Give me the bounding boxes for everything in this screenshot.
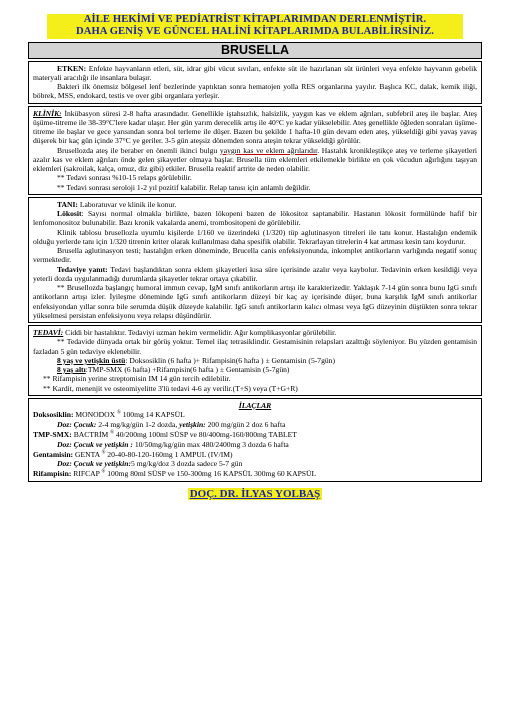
klinik-text-2b: . Hastalık kronikleştikçe ateş ve terleme şikayetleri azalır kas ve eklem ağrıları önde gelen şikayetler olmaya başlar. Brusella tüm eklemleri etkilemekle birlikte en çok vücudun ağırlığını taşıyan eklemleri (sakroilak, kalça, omuz, diz gibi) etkiler. Brusella reaktif artrite de neden olabilir. <box>33 145 478 174</box>
drug-rifampisin <box>33 469 477 479</box>
banner-line-1: AİLE HEKİMİ VE PEDİATRİST KİTAPLARIMDAN DERLENMİŞTİR. <box>47 14 463 26</box>
klinik-note-1: ** Tedavi sonrası %10-15 relaps görülebilir. <box>57 173 192 183</box>
etken-label: ETKEN: <box>57 63 87 73</box>
dose-gentamisin <box>33 459 477 469</box>
tani-intro <box>33 200 477 209</box>
dose-doksosiklin <box>33 420 477 430</box>
etken-section <box>28 61 482 104</box>
tedavi-paragraph-2: ** Tedavide dünyada ortak bir görüş yoktur. Temel ilaç tetrasiklindir. Gestamisinin relapsları azalttığı söyleniyor. Bu yüzden gentamisin fazladan 5 gün tedaviye eklenebilir. <box>33 337 477 356</box>
drug-gentamisin <box>33 450 477 460</box>
klinik-text-2-underlined: yaygın kas ve eklem ağrılarıdır <box>219 145 318 155</box>
dose-child-label: Doz: Çocuk: <box>57 419 97 429</box>
etken-paragraph-1 <box>33 64 477 83</box>
registered-mark: ® <box>101 449 106 455</box>
tedavi-regimen-adult <box>33 356 477 365</box>
page-title: BRUSELLA <box>28 42 482 59</box>
drug-tmp-smx <box>33 430 477 440</box>
dose-text: 5 mg/kg/doz 3 dozda sadece 5-7 gün <box>131 459 243 469</box>
tedavi-section <box>28 325 482 396</box>
regimen-child-label: 8 yaş altı <box>57 365 86 375</box>
tani-intro-text: Laboratuvar ve klinik ile konur. <box>77 199 177 209</box>
klinik-note-2: ** Tedavi sonrası seroloji 1-2 yıl pozitif kalabilir. Relap tanısı için anlamlı değildir. <box>57 182 311 192</box>
tedavi-intro <box>33 328 477 337</box>
doksosiklin-form: 100mg 14 KAPSÜL <box>120 410 185 420</box>
tedavi-note-2: ** Kardit, menenjit ve osteomiyelitte 3'lü tedavi 4-6 ay verilir.(T+S) veya (T+G+R) <box>43 383 298 393</box>
tani-section <box>28 197 482 323</box>
lokosit-text: : Sayısı normal olmakla birlikte, bazen lökopeni bazen de lökositoz saptanabilir. Hastanın lökosit formülünde hafif bir lenfomonositoz bulunabilir. Bazı kronik vakalarda anemi, trombositopeni de görülebilir. <box>33 209 477 228</box>
tedavi-regimen-child <box>33 365 477 374</box>
klinik-text-1: İnkübasyon süresi 2-8 hafta arasındadır. Genellikle iştahsızlık, halsizlik, yaygın kas ve eklem ağrıları, subfebril ateş ile başlar. Ateş üşüme-titreme ile 38-39°C'lere kadar ulaşır. Her gün yarım derecelik artış ile 40°C ye kadar yükselebilir. Ateş genellikle öğleden sonraları üşüme-titreme ile başlar ve gece yarısından sonra bol terleme ile düşer. Bazen bu şekilde 1 hafta-10 gün devam eden ateş, yükseldiği gibi yavaş yavaş düşerek bir kaç gün içinde 37°C ye geriler. 3-5 gün ateşsiz dönemden sonra ateşin tekrar yükseldiği görülür. <box>33 108 477 146</box>
gentamisin-brand: GENTA <box>73 449 102 459</box>
tani-paragraph-5: ** Brusellozda başlangıç humoral immun cevap, IgM sınıfı antikorların artışı ile karakterizedir. Yaklaşık 7-14 gün sonra bunu IgG sınıfı antikorların artışı izler. İyileşme döneminde IgG sınıfı antikorların düzeyi bir kaç ay içerisinde düşer, buna karşılık IgM sınıfı antikorlar enfeksiyondan yıllar sonra bile serumda düşük düzeyde kalabilir. IgG sınıfı antikorların kalıcı olması veya IgG düzeyinin düştükten sonra tekrar yükselmesi persistan enfeksiyonu veya relapsı düşündürür. <box>33 283 477 320</box>
tmp-smx-label: TMP-SMX: <box>33 429 72 439</box>
banner-line-2: DAHA GENİŞ VE GÜNCEL HALİNİ KİTAPLARIMDA BULABİLİRSİNİZ. <box>47 26 463 38</box>
dose-label: Doz: Çocuk ve yetişkin: <box>57 459 132 469</box>
gentamisin-form: 20-40-80-120-160mg 1 AMPUL (IV/IM) <box>105 449 233 459</box>
author-name: DOÇ. DR. İLYAS YOLBAŞ <box>189 488 321 501</box>
klinik-section <box>28 106 482 195</box>
klinik-paragraph-2 <box>33 146 477 174</box>
etken-text-1: Enfekte hayvanların etleri, süt, idrar gibi vücut sıvıları, enfekte süt ile hazırlanan süt ürünleri veya enfekte hayvanın gebelik materyali aracılığı ile insanlara bulaşır. <box>33 63 477 82</box>
top-banner <box>47 14 463 39</box>
tmp-smx-brand: BACTRİM <box>71 429 111 439</box>
drug-doksosiklin <box>33 410 477 420</box>
tani-lokosit <box>33 209 477 228</box>
author-signature <box>28 488 482 501</box>
registered-mark: ® <box>116 410 121 416</box>
tani-paragraph-3: Brusella aglutinasyon testi; hastalığın erken döneminde, Brucella canis enfeksiyonunda, inkomplet antikorların varlığında negatif sonuç vermektedir. <box>33 246 477 265</box>
tedavi-label: TEDAVİ: <box>33 328 64 338</box>
rifampisin-label: Rifampisin: <box>33 469 72 479</box>
dose-child-text: 2-4 mg/kg/gün 1-2 dozda, <box>96 419 180 429</box>
registered-mark: ® <box>110 430 115 436</box>
tedaviye-yanit-text: Tedavi başlandıktan sonra eklem şikayetleri kısa süre içerisinde azalır veya kaybolur. Tedavinin erken kesildiği veya yeterli dozda uygulanmadığı durumlarda şikayetler tekrar ortaya çıkabilir. <box>33 264 478 283</box>
klinik-label: KLİNİK: <box>33 108 62 118</box>
tedavi-note-1: ** Rifampisin yerine streptomisin IM 14 gün tercih edilebilir. <box>43 374 231 384</box>
rifampisin-form: 100mg 80ml SÜSP ve 150-300mg 16 KAPSÜL 300mg 60 KAPSÜL <box>105 469 317 479</box>
klinik-paragraph-1 <box>33 109 477 146</box>
ilaclar-section <box>28 398 482 482</box>
regimen-adult-text: : Doksosiklin (6 hafta )+ Rifampisin(6 hafta ) ± Gentamisin (5-7gün) <box>125 355 336 365</box>
gentamisin-label: Gentamisin: <box>33 449 74 459</box>
ilaclar-heading: İLAÇLAR <box>238 400 272 410</box>
dose-tmp-smx <box>33 440 477 450</box>
lokosit-label: Lökosit <box>57 209 82 219</box>
doksosiklin-brand: MONODOX <box>73 410 117 420</box>
doksosiklin-label: Doksosiklin: <box>33 410 74 420</box>
tani-tedaviye-yanit <box>33 265 477 284</box>
tedavi-intro-text: Ciddi bir hastalıktır. Tedaviyi uzman hekim vermelidir. Ağır komplikasyonlar görülebilir. <box>63 328 337 338</box>
tani-paragraph-2: Klinik tablosu brusellozla uyumlu kişilerde 1/160 ve üzerindeki (1/320) tüp aglutinasyon titreleri ile tanı konur. Hastalığın endemik olduğu yerlerde tanı için 1/320 titrenin kriter olarak kullanılması daha spesifik olabilir. Tekrarlayan titrelerin 4 kat artması kesin tanı koydurur. <box>33 227 477 246</box>
dose-adult-label: yetişkin: <box>179 419 206 429</box>
registered-mark: ® <box>101 469 106 475</box>
rifampisin-brand: RIFCAP <box>71 469 102 479</box>
dose-text: 10/50mg/kg/gün max 480/2400mg 3 dozda 6 hafta <box>132 439 289 449</box>
tmp-smx-form: 40/200mg 100ml SÜSP ve 80/400mg-160/800mg TABLET <box>114 429 297 439</box>
regimen-child-text: :TMP-SMX (6 hafta) +Rifampisin(6 hafta ) ± Gentamisin (5-7gün) <box>85 365 290 375</box>
regimen-adult-label: 8 yaş ve yetişkin üstü <box>57 355 126 365</box>
tani-label: TANI: <box>57 199 78 209</box>
klinik-text-2a: Brusellozda ateş ile beraber en önemli ikinci bulgu <box>57 145 220 155</box>
dose-label: Doz: Çocuk ve yetişkin : <box>57 439 133 449</box>
etken-paragraph-2: Bakteri ilk önemsiz bölgesel lenf bezlerinde yaptıktan sonra hematojen yolla RES organlarına yayılır. Başlıca KC, dalak, kemik iliği, böbrek, MSS, endokard, testis ve over gibi organlara yerleşir. <box>33 82 477 101</box>
tedaviye-yanit-label: Tedaviye yanıt: <box>57 264 108 274</box>
dose-adult-text: 200 mg/gün 2 doz 6 hafta <box>205 419 286 429</box>
